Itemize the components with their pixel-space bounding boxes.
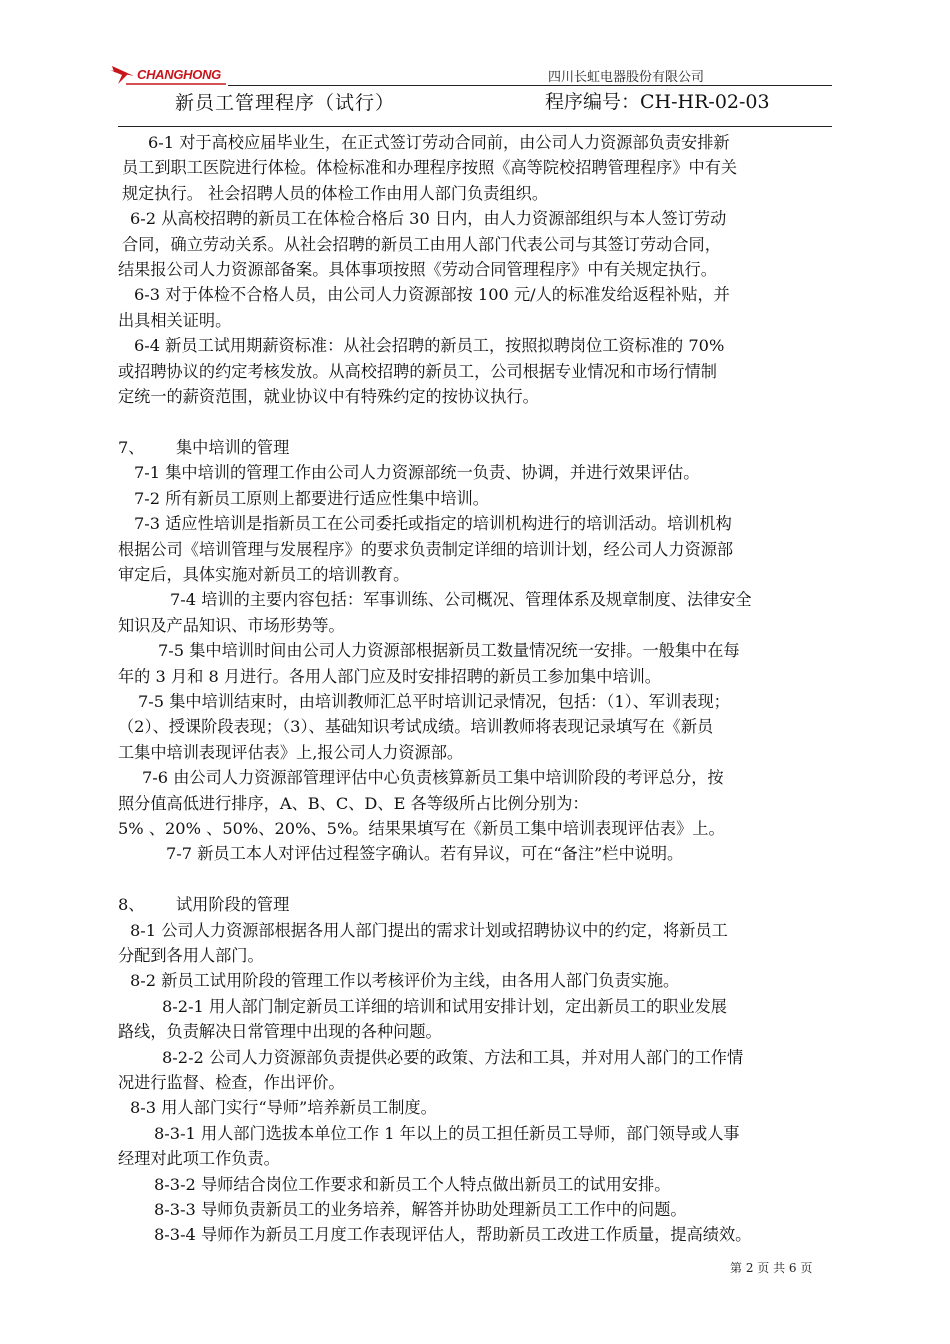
logo-text: CHANGHONG [137,67,221,82]
section-heading [118,892,838,917]
paragraph-line: 6-4 新员工试用期薪资标准：从社会招聘的新员工，按照拟聘岗位工资标准的 70% [134,336,725,356]
document-body [118,130,838,1248]
paragraph-line: 6-1 对于高校应届毕业生，在正式签订劳动合同前，由公司人力资源部负责安排新 [148,133,730,152]
paragraph-line: 合同，确立劳动关系。从社会招聘的新员工由用人部门代表公司与其签订劳动合同， [122,234,721,254]
paragraph-line: 规定执行。 社会招聘人员的体检工作由用人部门负责组织。 [122,183,549,203]
section-title: 试用阶段的管理 [176,895,290,915]
company-name: 四川长虹电器股份有限公司 [548,70,705,85]
section-number: 8、 [118,895,145,915]
paragraph-line: 结果报公司人力资源部备案。具体事项按照《劳动合同管理程序》中有关规定执行。 [118,260,717,280]
paragraph-line: 7-6 由公司人力资源部管理评估中心负责核算新员工集中培训阶段的考评总分，按 [142,768,724,788]
paragraph-line: 根据公司《培训管理与发展程序》的要求负责制定详细的培训计划，经公司人力资源部 [118,539,734,559]
page-number: 第 2 页 共 6 页 [730,1261,813,1275]
paragraph-line: 分配到各用人部门。 [118,946,264,965]
paragraph-line: 7-7 新员工本人对评估过程签字确认。若有异议，可在“备注”栏中说明。 [166,844,684,864]
paragraph-line: 7-5 集中培训结束时，由培训教师汇总平时培训记录情况，包括：（1）、军训表现； [138,691,730,711]
paragraph-line: 7-2 所有新员工原则上都要进行适应性集中培训。 [134,488,489,508]
paragraph-line: 8-3-1 用人部门选拔本单位工作 1 年以上的员工担任新员工导师，部门领导或人事 [154,1123,740,1143]
section-heading [118,435,838,460]
paragraph-line: 8-1 公司人力资源部根据各用人部门提出的需求计划或招聘协议中的约定，将新员工 [130,920,728,940]
paragraph-line: 8-3-4 导师作为新员工月度工作表现评估人，帮助新员工改进工作质量，提高绩效。 [154,1225,752,1245]
paragraph-line: 6-2 从高校招聘的新员工在体检合格后 30 日内，由人力资源部组织与本人签订劳动 [130,209,727,229]
document-title: 新员工管理程序（试行） [175,92,396,114]
blank-line [118,867,838,892]
blank-line [118,409,838,434]
paragraph-line: 7-4 培训的主要内容包括：军事训练、公司概况、管理体系及规章制度、法律安全 [170,590,752,610]
paragraph-line: 7-3 适应性培训是指新员工在公司委托或指定的培训机构进行的培训活动。培训机构 [134,514,732,534]
paragraph-line: 审定后，具体实施对新员工的培训教育。 [118,564,410,584]
paragraph-line: 知识及产品知识、市场形势等。 [118,615,345,635]
paragraph-line: 出具相关证明。 [118,310,232,330]
section-title: 集中培训的管理 [176,437,290,457]
paragraph-line: 况进行监督、检查，作出评价。 [118,1073,345,1093]
paragraph-line: 年的 3 月和 8 月进行。各用人部门应及时安排招聘的新员工参加集中培训。 [118,666,661,686]
paragraph-line: 8-3 用人部门实行“导师”培养新员工制度。 [130,1098,437,1118]
paragraph-line: 定统一的薪资范围，就业协议中有特殊约定的按协议执行。 [118,387,539,407]
paragraph-line: 8-2-2 公司人力资源部负责提供必要的政策、方法和工具，并对用人部门的工作情 [162,1047,744,1067]
paragraph-line: （2）、授课阶段表现；（3）、基础知识考试成绩。培训教师将表现记录填写在《新员 [118,717,714,737]
paragraph-line: 6-3 对于体检不合格人员，由公司人力资源部按 100 元/人的标准发给返程补贴，并 [134,285,730,305]
paragraph-line: 员工到职工医院进行体检。体检标准和办理程序按照《高等院校招聘管理程序》中有关 [122,158,738,178]
paragraph-line: 照分值高低进行排序，A、B、C、D、E 各等级所占比例分别为： [118,793,589,813]
paragraph-line: 路线，负责解决日常管理中出现的各种问题。 [118,1022,442,1042]
paragraph-line: 8-3-3 导师负责新员工的业务培养，解答并协助处理新员工工作中的问题。 [154,1200,687,1220]
header-rule [228,85,832,86]
section-number: 7、 [118,437,145,457]
paragraph-line: 经理对此项工作负责。 [118,1149,280,1169]
document-code: 程序编号：CH-HR-02-03 [545,91,770,113]
title-rule [118,126,832,127]
paragraph-line: 7-1 集中培训的管理工作由公司人力资源部统一负责、协调，并进行效果评估。 [134,463,700,483]
paragraph-line: 8-2 新员工试用阶段的管理工作以考核评价为主线，由各用人部门负责实施。 [130,971,680,991]
paragraph-line: 7-5 集中培训时间由公司人力资源部根据新员工数量情况统一安排。一般集中在每 [158,641,740,661]
paragraph-line: 或招聘协议的约定考核发放。从高校招聘的新员工，公司根据专业情况和市场行情制 [118,361,717,381]
paragraph-line: 工集中培训表现评估表》上,报公司人力资源部。 [118,742,464,762]
paragraph-line: 8-2-1 用人部门制定新员工详细的培训和试用安排计划，定出新员工的职业发展 [162,996,727,1016]
paragraph-line: 5% 、20% 、50%、20%、5%。结果果填写在《新员工集中培训表现评估表》上。 [118,818,725,838]
paragraph-line: 8-3-2 导师结合岗位工作要求和新员工个人特点做出新员工的试用安排。 [154,1174,671,1194]
